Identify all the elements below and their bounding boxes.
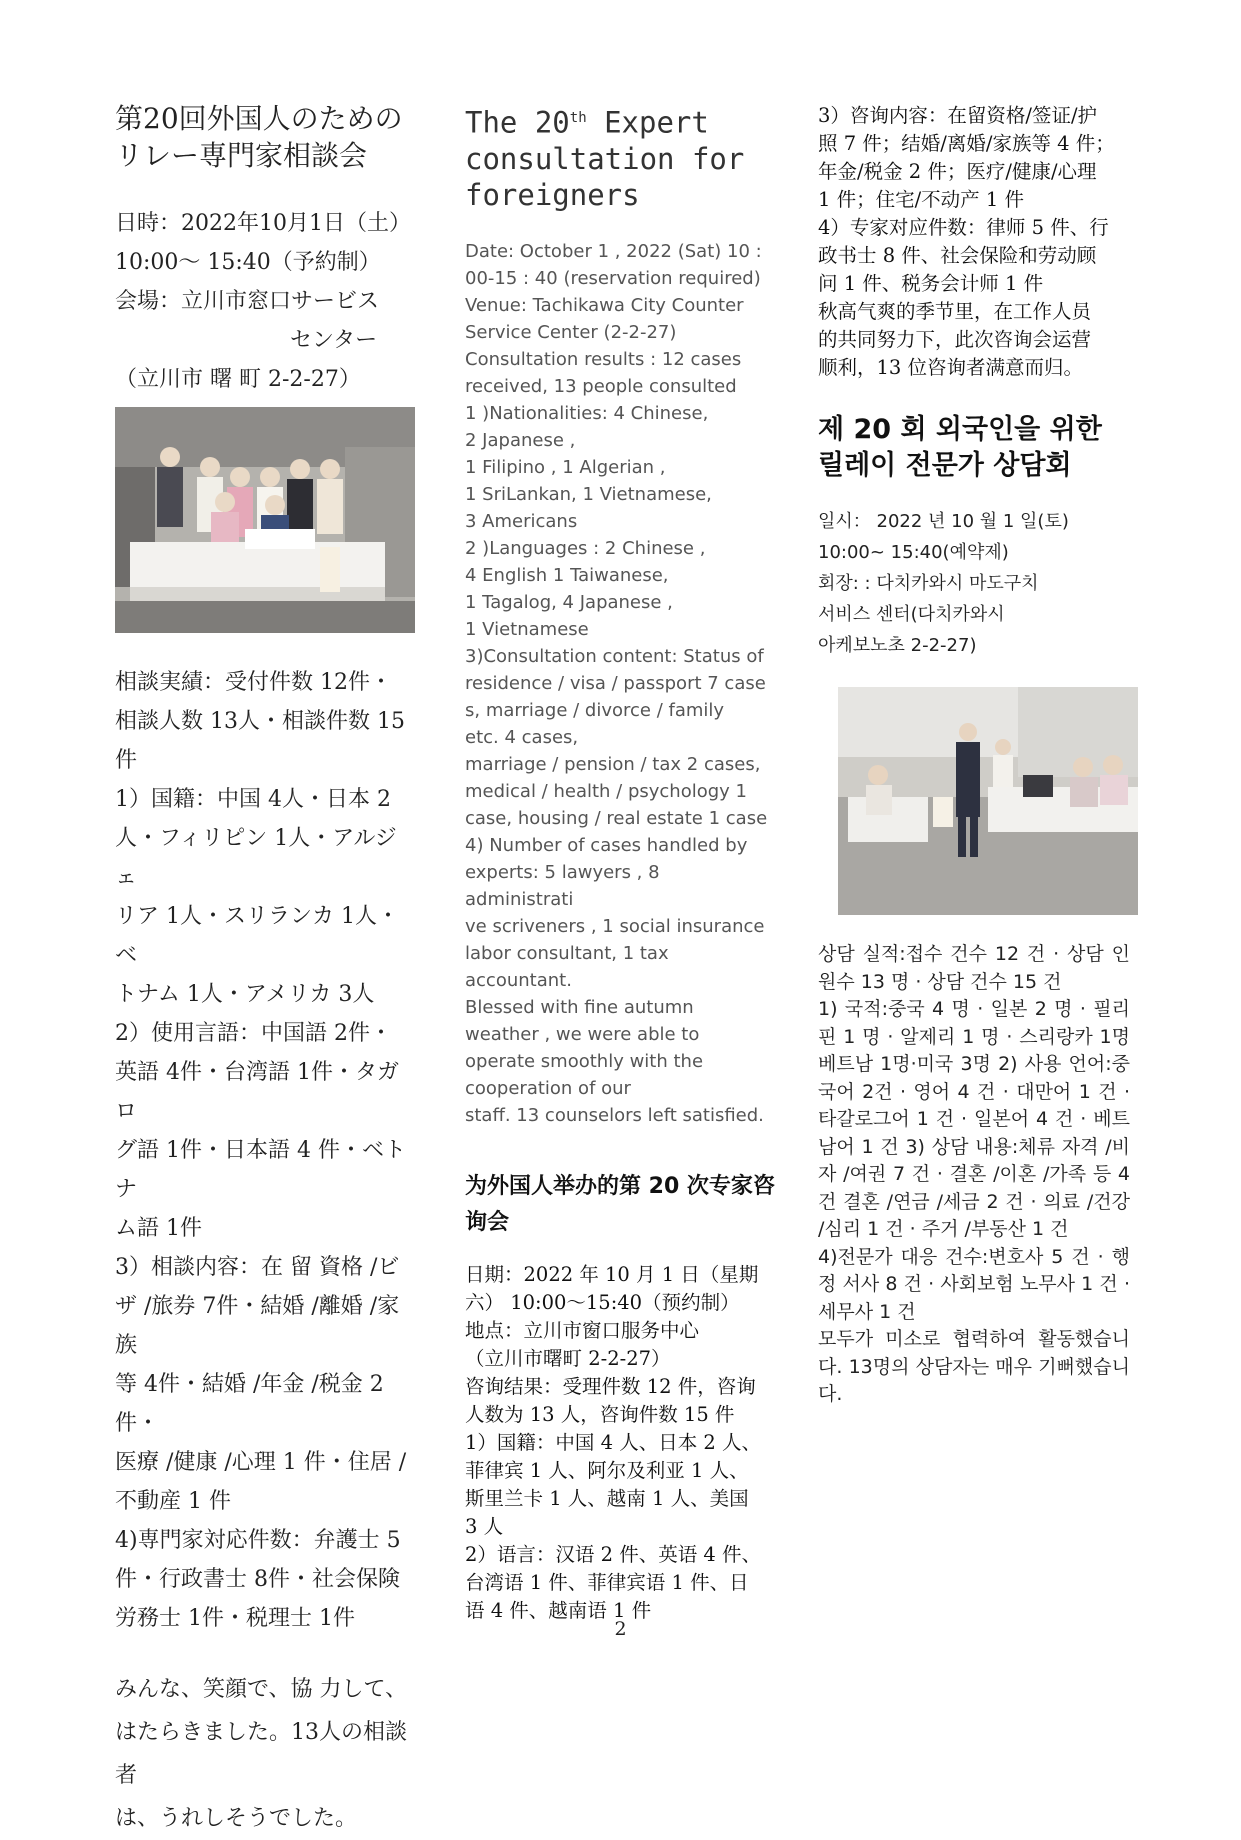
- group-photo-image: [115, 407, 415, 633]
- english-line: etc. 4 cases,: [465, 726, 579, 748]
- english-line: marriage / pension / tax 2 cases,: [465, 753, 761, 775]
- korean-info-line: 회장: : 다치카와시 마도구치: [818, 573, 1039, 594]
- chinese-continued-line: 4）专家对应件数：律师 5 件、行: [818, 216, 1109, 239]
- japanese-closing: [115, 1668, 415, 1840]
- english-line: 3 Americans: [465, 510, 578, 532]
- japanese-results-line: 医療 /健康 /心理 1 件・住居 /: [115, 1450, 407, 1475]
- chinese-continued-line: 顺利，13 位咨询者满意而归。: [818, 356, 1084, 379]
- korean-info: [818, 506, 1130, 661]
- group-photo: [115, 407, 415, 633]
- japanese-results-line: 2）使用言語：中国語 2件・: [115, 1021, 392, 1046]
- english-body: [465, 238, 770, 1129]
- japanese-results-line: 3）相談内容：在 留 資格 /ビ: [115, 1255, 400, 1280]
- japanese-title: [115, 100, 415, 174]
- chinese-continued-line: 政书士 8 件、社会保险和劳动顾: [818, 244, 1097, 267]
- english-line: s, marriage / divorce / family: [465, 699, 725, 721]
- chinese-line: 3 人: [465, 1514, 504, 1538]
- japanese-title-line2: リレー専門家相談会: [115, 139, 368, 172]
- japanese-results-line: 労務士 1件・税理士 1件: [115, 1606, 355, 1631]
- japanese-results-line: グ語 1件・日本語 4 件・ベトナ: [115, 1138, 406, 1202]
- japanese-time: 10:00～ 15:40（予約制）: [115, 250, 381, 275]
- english-line: 2 )Languages : 2 Chinese ,: [465, 537, 706, 559]
- english-line: medical / health / psychology 1: [465, 780, 747, 802]
- english-line: received, 13 people consulted: [465, 375, 737, 397]
- english-line: cooperation of our: [465, 1077, 631, 1099]
- chinese-line: 菲律宾 1 人、阿尔及利亚 1 人、: [465, 1458, 749, 1482]
- chinese-line: 日期：2022 年 10 月 1 日（星期: [465, 1262, 759, 1286]
- chinese-line: 语 4 件、越南语 1 件: [465, 1598, 652, 1622]
- japanese-results-line: 人・フィリピン 1人・アルジェ: [115, 826, 397, 890]
- japanese-closing-line: はたらきました。13人の相談者: [115, 1720, 407, 1788]
- korean-info-line: 서비스 센터(다치카와시: [818, 604, 1005, 625]
- japanese-results-line: 4)専門家対応件数：弁護士 5: [115, 1528, 401, 1553]
- consultation-photo: [838, 687, 1138, 915]
- japanese-venue: 会場：立川市窓口サービス: [115, 289, 380, 314]
- japanese-results: [115, 663, 415, 1638]
- japanese-results-line: 1）国籍：中国 4人・日本 2: [115, 787, 391, 812]
- chinese-line: 地点：立川市窗口服务中心: [465, 1318, 700, 1342]
- english-line: 1 Filipino , 1 Algerian ,: [465, 456, 666, 478]
- korean-title-line2: 릴레이 전문가 상담회: [818, 450, 1072, 481]
- japanese-closing-line: は、うれしそうでした。: [115, 1806, 358, 1831]
- chinese-continued: [818, 102, 1130, 382]
- chinese-line: 1）国籍：中国 4 人、日本 2 人、: [465, 1430, 762, 1454]
- japanese-results-line: 等 4件・結婚 /年金 /税金 2件・: [115, 1372, 384, 1436]
- japanese-results-line: 英語 4件・台湾語 1件・タガロ: [115, 1060, 399, 1124]
- english-line: operate smoothly with the: [465, 1050, 704, 1072]
- japanese-title-line1: 第20回外国人のための: [115, 102, 403, 135]
- english-line: ve scriveners , 1 social insurance: [465, 915, 765, 937]
- korean-body-paragraph: 4)전문가 대응 건수:변호사 5 건 · 행정 서사 8 건 · 사회보험 노무사 1 건 · 세무사 1 건: [818, 1245, 1130, 1323]
- japanese-closing-line: みんな、笑顔で、協 力して、: [115, 1677, 408, 1702]
- english-line: case, housing / real estate 1 case: [465, 807, 768, 829]
- english-line: Venue: Tachikawa City Counter: [465, 294, 744, 316]
- korean-title-line1: 제 20 회 외국인을 위한: [818, 414, 1102, 445]
- english-line: staff. 13 counselors left satisfied.: [465, 1104, 764, 1126]
- english-line: 4 English 1 Taiwanese,: [465, 564, 669, 586]
- korean-info-line: 10:00~ 15:40(예약제): [818, 542, 1009, 563]
- chinese-continued-line: 年金/税金 2 件；医疗/健康/心理: [818, 160, 1097, 183]
- chinese-line: 人数为 13 人，咨询件数 15 件: [465, 1402, 735, 1426]
- chinese-line: （立川市曙町 2-2-27）: [465, 1346, 671, 1370]
- chinese-continued-line: 的共同努力下，此次咨询会运营: [818, 328, 1092, 351]
- korean-info-line: 아케보노초 2-2-27): [818, 635, 977, 656]
- japanese-results-line: 不動産 1 件: [115, 1489, 231, 1514]
- chinese-continued-line: 1 件；住宅/不动产 1 件: [818, 188, 1024, 211]
- japanese-date: 日時：2022年10月1日（土）: [115, 211, 411, 236]
- english-line: 1 Tagalog, 4 Japanese ,: [465, 591, 673, 613]
- chinese-line: 斯里兰卡 1 人、越南 1 人、美国: [465, 1486, 749, 1510]
- english-line: accountant.: [465, 969, 572, 991]
- japanese-results-line: 件・行政書士 8件・社会保険: [115, 1567, 400, 1592]
- english-title-sup: th: [569, 110, 587, 126]
- korean-body-paragraph: 모두가 미소로 협력하여 활동했습니다. 13명의 상담자는 매우 기뻐했습니다.: [818, 1328, 1130, 1405]
- english-line: experts: 5 lawyers , 8 administrati: [465, 861, 660, 910]
- english-line: 00-15 : 40 (reservation required): [465, 267, 761, 289]
- japanese-results-line: ザ /旅券 7件・結婚 /離婚 /家族: [115, 1294, 400, 1358]
- chinese-continued-line: 3）咨询内容：在留资格/签证/护: [818, 104, 1098, 127]
- english-line: Date: October 1 , 2022 (Sat) 10 :: [465, 240, 762, 262]
- korean-title: [818, 412, 1130, 484]
- english-line: 1 )Nationalities: 4 Chinese,: [465, 402, 709, 424]
- korean-body-paragraph: 1) 국적:중국 4 명 · 일본 2 명 · 필리핀 1 명 · 알제리 1 명 · 스리랑카 1명 베트남 1명·미국 3명 2) 사용 언어:중국어 2건 · 영어 4 건 · 대만어 1 건 · 타갈로그어 1 건 · 일본어 4 건 · 베트남어 1 건 3) 상담 내용:체류 자격 /비자 /여권 7 건 · 결혼 /이혼 /가족 등 4 건 결혼 /연금 /세금 2 건 · 의료 /건강 /심리 1 건 · 주거 /부동산 1 건: [818, 998, 1130, 1240]
- english-line: 1 SriLankan, 1 Vietnamese,: [465, 483, 712, 505]
- english-line: weather , we were able to: [465, 1023, 700, 1045]
- japanese-venue-cont: センター: [290, 328, 378, 353]
- chinese-continued-line: 秋高气爽的季节里，在工作人员: [818, 300, 1092, 323]
- korean-body-paragraph: 상담 실적:접수 건수 12 건 · 상담 인원수 13 명 · 상담 건수 15 건: [818, 943, 1130, 993]
- english-line: 2 Japanese ,: [465, 429, 576, 451]
- japanese-column: [115, 100, 415, 1840]
- chinese-line: 六） 10:00～15:40（预约制）: [465, 1290, 740, 1314]
- japanese-venue-address: （立川市 曙 町 2-2-27）: [115, 367, 361, 392]
- chinese-continued-line: 照 7 件；结婚/离婚/家族等 4 件；: [818, 132, 1115, 155]
- consultation-photo-image: [838, 687, 1138, 915]
- page-number: 2: [614, 1618, 627, 1640]
- english-line: 4) Number of cases handled by: [465, 834, 748, 856]
- japanese-results-line: リア 1人・スリランカ 1人・ベ: [115, 904, 399, 968]
- english-line: 1 Vietnamese: [465, 618, 589, 640]
- english-column: [465, 100, 775, 1625]
- english-line: Blessed with fine autumn: [465, 996, 694, 1018]
- korean-info-line: 일시： 2022 년 10 월 1 일(토): [818, 511, 1069, 532]
- english-title-post: Expert consultation for foreigners: [465, 105, 745, 212]
- chinese-title: 为外国人举办的第 20 次专家咨询会: [465, 1173, 775, 1235]
- chinese-line: 台湾语 1 件、菲律宾语 1 件、日: [465, 1570, 749, 1594]
- japanese-results-line: ム語 1件: [115, 1216, 202, 1241]
- chinese-line: 咨询结果：受理件数 12 件，咨询: [465, 1374, 756, 1398]
- english-line: labor consultant, 1 tax: [465, 942, 669, 964]
- japanese-results-line: トナム 1人・アメリカ 3人: [115, 982, 375, 1007]
- chinese-line: 2）语言：汉语 2 件、英语 4 件、: [465, 1542, 762, 1566]
- english-title: [465, 100, 770, 213]
- english-title-pre: The 20: [465, 105, 570, 140]
- english-line: 3)Consultation content: Status of: [465, 645, 764, 667]
- japanese-results-line: 相談実績：受付件数 12件・: [115, 670, 392, 695]
- korean-column: [818, 102, 1130, 1409]
- korean-body: [818, 941, 1130, 1409]
- english-line: residence / visa / passport 7 case: [465, 672, 766, 694]
- chinese-continued-line: 问 1 件、税务会计师 1 件: [818, 272, 1044, 295]
- japanese-results-line: 相談人数 13人・相談件数 15件: [115, 709, 405, 773]
- english-line: Consultation results : 12 cases: [465, 348, 742, 370]
- chinese-body: [465, 1261, 770, 1625]
- english-line: Service Center (2-2-27): [465, 321, 677, 343]
